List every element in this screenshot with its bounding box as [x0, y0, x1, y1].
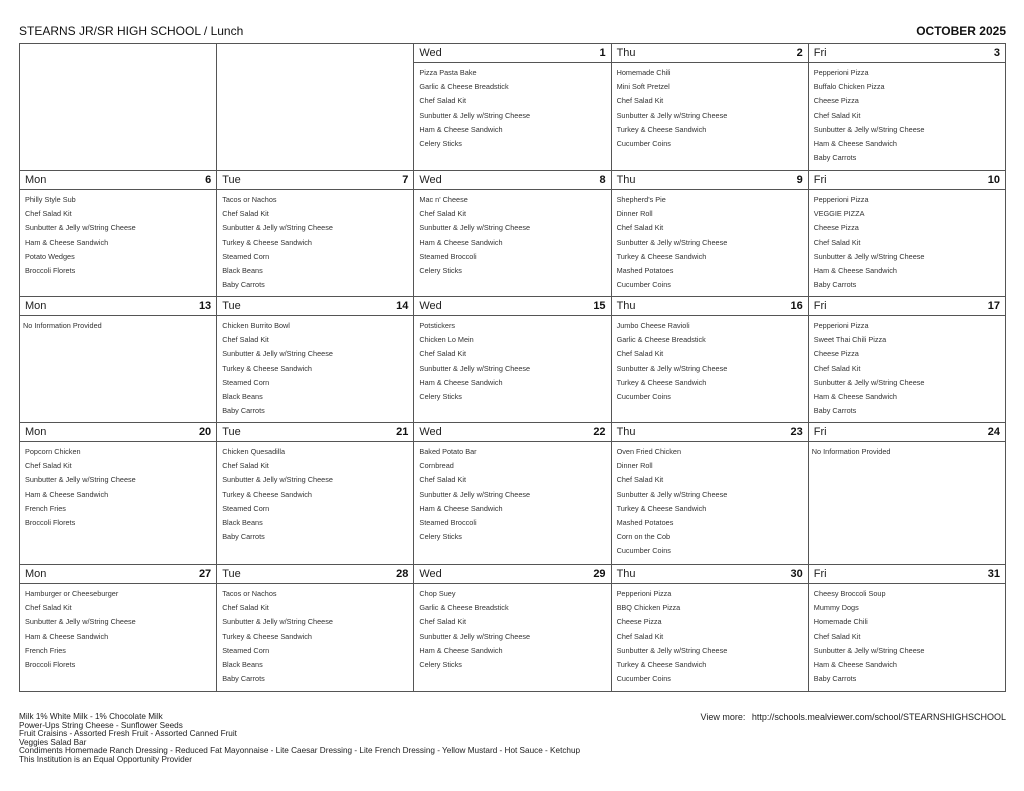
day-name: Wed: [419, 568, 442, 580]
menu-item: Steamed Broccoli: [419, 251, 477, 261]
menu-item: Chef Salad Kit: [222, 603, 269, 613]
menu-item: Chef Salad Kit: [419, 617, 467, 627]
menu-item: Steamed Corn: [222, 377, 270, 387]
day-name: Wed: [419, 426, 442, 438]
menu-item: Sunbutter & Jelly w/String Cheese: [813, 377, 925, 387]
view-more-label: View more:: [700, 712, 746, 722]
day-number: 16: [790, 300, 803, 312]
menu-item-list: [217, 316, 413, 415]
menu-item: Chef Salad Kit: [419, 349, 467, 359]
day-cell: [217, 44, 414, 171]
menu-item: VEGGIE PIZZA: [813, 209, 865, 219]
menu-item: Dinner Roll: [616, 209, 653, 219]
menu-item: Mac n' Cheese: [419, 195, 468, 204]
menu-item: Cheese Pizza: [813, 223, 859, 233]
menu-item: Sunbutter & Jelly w/String Cheese: [222, 223, 333, 233]
day-number: 30: [790, 568, 803, 580]
day-header: [414, 565, 610, 584]
day-header: [217, 297, 413, 316]
day-number: 2: [796, 47, 803, 59]
menu-item: Cheese Pizza: [813, 349, 859, 359]
day-header: [20, 565, 216, 584]
menu-item: Chop Suey: [419, 589, 456, 598]
menu-item: Ham & Cheese Sandwich: [419, 377, 503, 387]
footer-line: This Institution is an Equal Opportunity Provider: [19, 754, 192, 764]
day-name: Thu: [616, 568, 636, 580]
day-name: Fri: [813, 300, 827, 312]
day-number: 28: [396, 568, 409, 580]
menu-item: Ham & Cheese Sandwich: [25, 489, 109, 499]
menu-item: Garlic & Cheese Breadstick: [616, 335, 706, 345]
day-header: [612, 297, 808, 316]
day-header: [612, 171, 808, 190]
day-header: [217, 171, 413, 190]
menu-item: Ham & Cheese Sandwich: [813, 659, 897, 669]
menu-item: Steamed Corn: [222, 251, 270, 261]
menu-item: Celery Sticks: [419, 391, 462, 401]
menu-item: Philly Style Sub: [25, 195, 76, 204]
menu-item: Chef Salad Kit: [25, 209, 72, 219]
menu-item: Sunbutter & Jelly w/String Cheese: [616, 489, 728, 499]
day-name: Tue: [222, 426, 241, 438]
menu-item: Chef Salad Kit: [419, 96, 467, 106]
day-cell: [20, 565, 217, 692]
menu-item: Turkey & Cheese Sandwich: [616, 124, 707, 134]
day-header: [612, 44, 808, 63]
day-number: 3: [993, 47, 1000, 59]
menu-item: Sunbutter & Jelly w/String Cheese: [222, 349, 333, 359]
menu-item-list: [414, 584, 610, 669]
menu-item-list: [809, 316, 1005, 415]
menu-item: Hamburger or Cheeseburger: [25, 589, 119, 598]
menu-item: Turkey & Cheese Sandwich: [616, 251, 707, 261]
menu-item: Turkey & Cheese Sandwich: [222, 237, 312, 247]
day-number: 13: [198, 300, 212, 312]
menu-item: Celery Sticks: [419, 265, 462, 275]
menu-item: Sunbutter & Jelly w/String Cheese: [813, 251, 925, 261]
day-cell: [414, 171, 611, 297]
menu-item: Ham & Cheese Sandwich: [813, 138, 897, 148]
day-header: [414, 423, 610, 442]
footer-line: Power-Ups String Cheese - Sunflower Seeds: [19, 720, 183, 730]
menu-item: Cornbread: [419, 461, 454, 471]
day-number: 8: [599, 174, 606, 186]
menu-item: Cucumber Coins: [616, 546, 671, 556]
menu-item: Chef Salad Kit: [813, 363, 861, 373]
menu-item: Ham & Cheese Sandwich: [419, 645, 503, 655]
menu-item: Dinner Roll: [616, 461, 653, 471]
day-number: 23: [790, 426, 803, 438]
menu-item: Buffalo Chicken Pizza: [813, 82, 885, 92]
day-cell: [808, 423, 1005, 565]
day-cell: [414, 297, 611, 423]
day-name: Thu: [616, 47, 636, 59]
menu-item: Sunbutter & Jelly w/String Cheese: [222, 617, 333, 627]
day-header: [612, 423, 808, 442]
menu-item: Celery Sticks: [419, 138, 462, 148]
menu-item: Celery Sticks: [419, 659, 462, 669]
menu-item: Baby Carrots: [222, 280, 265, 290]
day-name: Mon: [25, 300, 47, 312]
menu-item: Pepperioni Pizza: [813, 195, 869, 204]
day-header: [612, 565, 808, 584]
menu-item: Chef Salad Kit: [616, 223, 664, 233]
day-number: 7: [402, 174, 409, 186]
menu-item: Chef Salad Kit: [616, 349, 664, 359]
day-name: Tue: [222, 174, 241, 186]
footer-line: Fruit Craisins - Assorted Fresh Fruit - Assorted Canned Fruit: [19, 729, 237, 739]
menu-item-list: [809, 190, 1005, 289]
day-header: [414, 297, 610, 316]
menu-item-list: [612, 584, 808, 683]
menu-item: Jumbo Cheese Ravioli: [616, 321, 690, 330]
school-title: STEARNS JR/SR HIGH SCHOOL / Lunch: [19, 24, 244, 38]
menu-item: Cucumber Coins: [616, 674, 671, 684]
menu-item: Ham & Cheese Sandwich: [813, 265, 897, 275]
menu-item: Pepperioni Pizza: [813, 321, 869, 330]
day-header: [809, 44, 1005, 63]
menu-item: Potstickers: [419, 321, 456, 330]
day-number: 31: [987, 568, 1000, 580]
day-cell: [808, 44, 1005, 171]
menu-item: Sunbutter & Jelly w/String Cheese: [419, 223, 531, 233]
month-title: OCTOBER 2025: [916, 24, 1006, 38]
day-cell: [414, 44, 611, 171]
menu-item: Sunbutter & Jelly w/String Cheese: [25, 617, 136, 627]
menu-item: Broccoli Florets: [25, 517, 76, 527]
day-cell: [217, 565, 414, 692]
menu-item-list: [809, 584, 1005, 683]
day-name: Tue: [222, 300, 241, 312]
week-row: [20, 565, 1006, 692]
day-number: 21: [396, 426, 409, 438]
day-cell: [414, 565, 611, 692]
menu-item-list: [414, 63, 610, 148]
menu-item: Sunbutter & Jelly w/String Cheese: [813, 645, 925, 655]
menu-item: Sunbutter & Jelly w/String Cheese: [419, 110, 531, 120]
menu-item-list: [217, 442, 413, 541]
menu-item: Ham & Cheese Sandwich: [25, 631, 109, 641]
menu-item-list: [612, 63, 808, 148]
day-cell: [611, 565, 808, 692]
menu-item: Cheese Pizza: [616, 617, 662, 627]
menu-item-list: [414, 316, 610, 401]
menu-item: Baby Carrots: [222, 674, 265, 684]
day-cell: [20, 171, 217, 297]
menu-item: Cucumber Coins: [616, 138, 671, 148]
week-row: [20, 171, 1006, 297]
menu-item: Steamed Broccoli: [419, 517, 477, 527]
week-row: [20, 297, 1006, 423]
day-cell: [611, 423, 808, 565]
day-cell: [217, 171, 414, 297]
menu-item: Broccoli Florets: [25, 659, 76, 669]
day-cell: [217, 297, 414, 423]
no-info-text: No Information Provided: [23, 321, 102, 330]
menu-item: French Fries: [25, 645, 66, 655]
menu-item: Chef Salad Kit: [25, 461, 72, 471]
menu-item-list: [217, 190, 413, 289]
day-cell: [611, 44, 808, 171]
week-row: [20, 423, 1006, 565]
view-more: [701, 712, 1006, 722]
day-name: Tue: [222, 568, 241, 580]
menu-item: Sunbutter & Jelly w/String Cheese: [419, 363, 531, 373]
menu-item: Mini Soft Pretzel: [616, 82, 670, 92]
menu-item: Chef Salad Kit: [222, 335, 269, 345]
menu-item: Homemade Chili: [616, 68, 671, 77]
day-cell: [611, 171, 808, 297]
menu-item: Baby Carrots: [222, 532, 265, 542]
day-cell: [611, 297, 808, 423]
day-name: Fri: [813, 568, 827, 580]
day-name: Mon: [25, 174, 47, 186]
menu-item: Sunbutter & Jelly w/String Cheese: [616, 645, 728, 655]
menu-item: Chef Salad Kit: [222, 461, 269, 471]
menu-item: Baby Carrots: [813, 153, 857, 163]
menu-item-list: [809, 63, 1005, 162]
day-number: 1: [599, 47, 606, 59]
menu-item: Black Beans: [222, 517, 263, 527]
day-header: [414, 171, 610, 190]
menu-item: Sunbutter & Jelly w/String Cheese: [616, 237, 728, 247]
menu-item: Steamed Corn: [222, 503, 270, 513]
menu-footer: [19, 713, 1006, 765]
footer-line: Veggies Salad Bar: [19, 737, 87, 747]
menu-item: Baby Carrots: [813, 406, 857, 416]
menu-item: Oven Fried Chicken: [616, 447, 682, 456]
menu-item-list: [414, 442, 610, 541]
day-header: [809, 171, 1005, 190]
day-number: 22: [593, 426, 606, 438]
menu-item: Mashed Potatoes: [616, 517, 674, 527]
menu-item: Ham & Cheese Sandwich: [419, 503, 503, 513]
menu-item: Garlic & Cheese Breadstick: [419, 82, 509, 92]
day-number: 27: [198, 568, 212, 580]
menu-item-list: [612, 442, 808, 555]
menu-item: Mashed Potatoes: [616, 265, 674, 275]
menu-item-list: [612, 190, 808, 289]
day-header: [809, 297, 1005, 316]
menu-item: Chef Salad Kit: [616, 96, 664, 106]
day-header: [809, 565, 1005, 584]
day-number: 17: [987, 300, 1000, 312]
menu-item: Chef Salad Kit: [25, 603, 72, 613]
menu-item: Ham & Cheese Sandwich: [25, 237, 109, 247]
menu-item: Homemade Chili: [813, 617, 868, 627]
menu-item: Chef Salad Kit: [813, 110, 861, 120]
day-header: [414, 44, 610, 63]
day-name: Fri: [813, 426, 827, 438]
day-name: Mon: [25, 426, 47, 438]
menu-item-list: [217, 584, 413, 683]
menu-item: Potato Wedges: [25, 251, 75, 261]
menu-item: Ham & Cheese Sandwich: [813, 391, 897, 401]
menu-item: Chicken Lo Mein: [419, 335, 474, 345]
menu-item: Cheese Pizza: [813, 96, 859, 106]
day-name: Thu: [616, 174, 636, 186]
menu-item: Turkey & Cheese Sandwich: [222, 489, 312, 499]
menu-item: Chicken Quesadilla: [222, 447, 286, 456]
menu-item: Mummy Dogs: [813, 603, 859, 613]
day-number: 20: [198, 426, 212, 438]
menu-item: Sunbutter & Jelly w/String Cheese: [419, 631, 531, 641]
view-more-link[interactable]: http://schools.mealviewer.com/school/STEARNSHIGHSCHOOL: [751, 712, 1006, 722]
day-number: 14: [396, 300, 409, 312]
menu-item: Chef Salad Kit: [616, 475, 664, 485]
menu-item: Pizza Pasta Bake: [419, 68, 477, 77]
day-name: Thu: [616, 426, 636, 438]
footer-line: Condiments Homemade Ranch Dressing - Reduced Fat Mayonnaise - Lite Caesar Dressing - Lite French Dressing - Yellow Mustard - Hot Sauce - Ketchup: [19, 746, 581, 756]
menu-item: Chef Salad Kit: [419, 475, 467, 485]
day-cell: [808, 297, 1005, 423]
menu-item: Chef Salad Kit: [813, 631, 861, 641]
menu-item: Turkey & Cheese Sandwich: [222, 363, 312, 373]
day-name: Wed: [419, 174, 442, 186]
menu-item: Tacos or Nachos: [222, 589, 277, 598]
menu-item: Baby Carrots: [813, 674, 857, 684]
day-cell: [808, 171, 1005, 297]
menu-item: Sunbutter & Jelly w/String Cheese: [222, 475, 333, 485]
day-number: 29: [593, 568, 606, 580]
day-name: Thu: [616, 300, 636, 312]
footer-line: Milk 1% White Milk - 1% Chocolate Milk: [19, 712, 163, 721]
menu-item: Sunbutter & Jelly w/String Cheese: [25, 223, 136, 233]
day-header: [20, 171, 216, 190]
day-number: 6: [205, 174, 212, 186]
day-number: 24: [987, 426, 1000, 438]
menu-item: Black Beans: [222, 659, 263, 669]
menu-item: Cheesy Broccoli Soup: [813, 589, 886, 598]
day-number: 9: [796, 174, 803, 186]
day-cell: [20, 423, 217, 565]
lunch-calendar: [19, 43, 1006, 692]
menu-item: Baby Carrots: [222, 406, 265, 416]
menu-item-list: [20, 442, 216, 527]
menu-item: Sunbutter & Jelly w/String Cheese: [419, 489, 531, 499]
day-name: Mon: [25, 568, 47, 580]
day-name: Wed: [419, 300, 442, 312]
menu-item: Chef Salad Kit: [222, 209, 269, 219]
menu-item: Tacos or Nachos: [222, 195, 277, 204]
day-name: Fri: [813, 47, 827, 59]
menu-item: Sunbutter & Jelly w/String Cheese: [25, 475, 136, 485]
week-row: [20, 44, 1006, 171]
day-header: [20, 297, 216, 316]
menu-item: Sweet Thai Chili Pizza: [813, 335, 887, 345]
menu-item: Turkey & Cheese Sandwich: [616, 503, 707, 513]
menu-item: BBQ Chicken Pizza: [616, 603, 681, 613]
menu-item: Baby Carrots: [813, 280, 857, 290]
page-header: [19, 24, 1006, 42]
day-name: Wed: [419, 47, 442, 59]
menu-item: Sunbutter & Jelly w/String Cheese: [616, 363, 728, 373]
menu-item: Popcorn Chicken: [25, 447, 81, 456]
day-header: [217, 565, 413, 584]
menu-item: Celery Sticks: [419, 532, 462, 542]
day-name: Fri: [813, 174, 827, 186]
menu-item: Turkey & Cheese Sandwich: [616, 659, 707, 669]
day-cell: [20, 297, 217, 423]
menu-item: Chef Salad Kit: [813, 237, 861, 247]
menu-item: Ham & Cheese Sandwich: [419, 124, 503, 134]
menu-item: Garlic & Cheese Breadstick: [419, 603, 509, 613]
menu-item: Turkey & Cheese Sandwich: [222, 631, 312, 641]
menu-item: Sunbutter & Jelly w/String Cheese: [813, 124, 925, 134]
menu-item: Chicken Burrito Bowl: [222, 321, 290, 330]
menu-item: Cucumber Coins: [616, 280, 671, 290]
day-header: [809, 423, 1005, 442]
menu-item: Black Beans: [222, 265, 263, 275]
day-cell: [20, 44, 217, 171]
menu-item: Black Beans: [222, 391, 263, 401]
menu-item: Turkey & Cheese Sandwich: [616, 377, 707, 387]
day-cell: [414, 423, 611, 565]
menu-item-list: [20, 190, 216, 275]
menu-item: Ham & Cheese Sandwich: [419, 237, 503, 247]
day-header: [20, 423, 216, 442]
day-number: 10: [987, 174, 1000, 186]
menu-item-list: [20, 584, 216, 669]
day-header: [217, 423, 413, 442]
menu-item: Baked Potato Bar: [419, 447, 477, 456]
menu-item: Pepperioni Pizza: [616, 589, 672, 598]
menu-item-list: [414, 190, 610, 275]
menu-item: Steamed Corn: [222, 645, 270, 655]
menu-item: Corn on the Cob: [616, 532, 671, 542]
menu-item: Chef Salad Kit: [616, 631, 664, 641]
menu-item: Chef Salad Kit: [419, 209, 467, 219]
day-number: 15: [593, 300, 606, 312]
day-cell: [808, 565, 1005, 692]
menu-item-list: [612, 316, 808, 401]
menu-item: Shepherd's Pie: [616, 195, 666, 204]
no-info-text: No Information Provided: [811, 447, 891, 456]
menu-item: French Fries: [25, 503, 66, 513]
menu-item: Cucumber Coins: [616, 391, 671, 401]
menu-item: Broccoli Florets: [25, 265, 76, 275]
menu-item: Pepperioni Pizza: [813, 68, 869, 77]
menu-item: Sunbutter & Jelly w/String Cheese: [616, 110, 728, 120]
day-cell: [217, 423, 414, 565]
